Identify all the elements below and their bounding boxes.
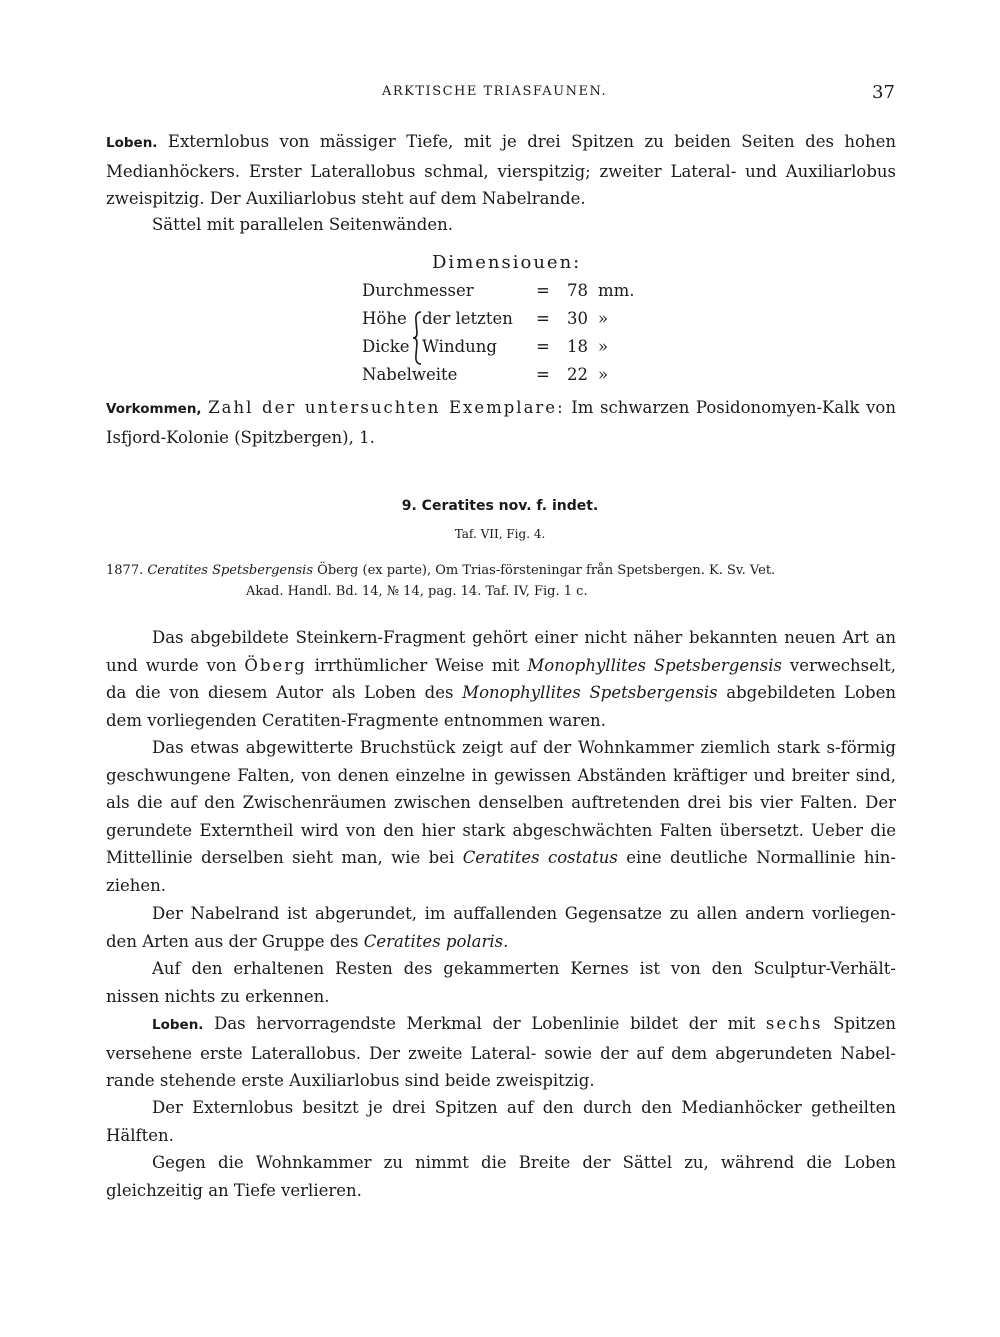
paragraph-4 <box>106 955 896 1010</box>
text-line: geschwungene Falten, von denen einzelne in gewissen Abständen kräftiger und breiter sind, <box>106 765 896 785</box>
dimensions-heading: Dimensiouen: <box>432 252 582 273</box>
loben-paragraph <box>106 128 896 213</box>
text-line: Das etwas abgewitterte Bruchstück zeigt auf der Wohnkammer ziemlich stark s-förmig <box>152 738 896 757</box>
author-name: Öberg <box>244 655 307 675</box>
dimension-qualifier: Windung <box>422 337 497 356</box>
loben-lead: Loben. <box>152 1017 204 1033</box>
saettel-line: Sättel mit parallelen Seitenwänden. <box>152 215 453 234</box>
paragraph-7 <box>106 1149 896 1204</box>
dimension-equals: = <box>536 337 550 356</box>
loben-line-1: Externlobus von mässiger Tiefe, mit je drei Spitzen zu beiden Seiten des hohen <box>167 132 896 151</box>
citation-rest: Öberg (ex parte), Om Trias-försteningar från Spetsbergen. K. Sv. Vet. <box>317 563 776 578</box>
text-line: verwechselt, <box>789 655 897 675</box>
taxon-name: Monophyllites Spetsbergensis <box>527 655 782 675</box>
text-line: Mittellinie derselben sieht man, wie bei <box>106 848 455 867</box>
vorkommen-text: Im schwarzen Posidonomyen-Kalk <box>571 398 860 417</box>
dimension-row <box>362 309 662 337</box>
dimension-value: 78 <box>567 281 588 300</box>
vorkommen-paragraph <box>106 394 896 451</box>
dimension-row <box>362 365 662 393</box>
text-line: als die auf den Zwischenräumen zwischen denselben auftretenden drei bis vier Falten. Der <box>106 793 896 812</box>
dimension-unit: » <box>598 309 609 328</box>
curly-brace-icon <box>412 311 424 365</box>
loben-line-2: Medianhöckers. Erster Laterallobus schmal, vierspitzig; zweiter Lateral- und Auxiliarlobus <box>106 161 896 181</box>
dimension-qualifier: der letzten <box>422 309 513 328</box>
text-line: versehene erste Laterallobus. Der zweite Lateral- sowie der auf dem abgerundeten Nabel- <box>106 1043 896 1063</box>
text-line: Hälften. <box>106 1125 174 1145</box>
vorkommen-lead: Vorkommen, <box>106 401 202 417</box>
text-line: nissen nichts zu erkennen. <box>106 986 330 1006</box>
dimension-value: 30 <box>567 309 588 328</box>
text-line: an und wurde von <box>106 628 897 675</box>
dimension-name: Durchmesser <box>362 281 474 300</box>
text-line: Auf den erhaltenen Resten des gekammerten Kernes ist von den Sculptur-Verhält- <box>152 959 896 978</box>
text-line: Der Externlobus besitzt je drei Spitzen auf den durch den Medianhöcker getheilten <box>152 1098 896 1117</box>
dimension-equals: = <box>536 365 550 384</box>
taxon-name: Monophyllites Spetsbergensis <box>462 683 718 702</box>
text-line: rande stehende erste Auxiliarlobus sind beide zweispitzig. <box>106 1071 595 1090</box>
dimension-value: 22 <box>567 365 588 384</box>
text-line: ziehen. <box>106 875 166 895</box>
text-line: Das hervorragendste Merkmal der Lobenlinie bildet der mit <box>214 1014 756 1033</box>
citation-line-2: Akad. Handl. Bd. 14, № 14, pag. 14. Taf. IV, Fig. 1 c. <box>246 584 588 599</box>
dimension-value: 18 <box>567 337 588 356</box>
loben-lead: Loben. <box>106 135 158 151</box>
text-line: gleichzeitig an Tiefe verlieren. <box>106 1180 362 1200</box>
dimension-unit: » <box>598 365 609 384</box>
loben-line-3: zweispitzig. Der Auxiliarlobus steht auf dem Nabelrande. <box>106 189 586 208</box>
text-line: den Arten aus der Gruppe des <box>106 931 359 951</box>
spaced-word: sechs <box>765 1014 823 1033</box>
paragraph-2 <box>106 734 896 899</box>
text-line: abgebildeten Loben <box>726 683 897 702</box>
dimensions-table <box>362 281 662 393</box>
text-line: Das abgebildete Steinkern-Fragment gehört einer nicht näher bekannten neuen Art <box>152 628 869 647</box>
dimension-unit: mm. <box>598 281 635 300</box>
text-line: eine deutliche Normallinie hin- <box>626 848 896 867</box>
dimension-equals: = <box>536 281 550 300</box>
dimension-row <box>362 337 662 365</box>
vorkommen-text-2: von Isfjord-Kolonie (Spitzbergen), 1. <box>106 398 896 447</box>
paragraph-6 <box>106 1094 896 1149</box>
vorkommen-spaced: Zahl der untersuchten Exemplare: <box>208 398 565 417</box>
citation-line-1 <box>106 563 775 578</box>
plate-reference: Taf. VII, Fig. 4. <box>454 527 546 541</box>
paragraph-3 <box>106 900 896 955</box>
citation-year: 1877. <box>106 563 144 578</box>
text-line: Spitzen <box>833 1014 897 1033</box>
text-line: gerundete Externtheil wird von den hier stark abgeschwächten Falten übersetzt. Ueber die <box>106 820 896 840</box>
dimension-equals: = <box>536 309 550 328</box>
taxon-name: Ceratites costatus <box>462 848 618 867</box>
taxon-name: Ceratites polaris. <box>363 931 509 951</box>
dimension-row <box>362 281 662 309</box>
text-line: Der Nabelrand ist abgerundet, im auffallenden Gegensatze zu allen andern vorliegen- <box>152 904 896 923</box>
section-title: 9. Ceratites nov. f. indet. <box>401 498 599 514</box>
text-line: Gegen die Wohnkammer zu nimmt die Breite der Sättel zu, während die Loben <box>152 1153 896 1172</box>
text-line: da die von diesem Autor als Loben des <box>106 683 454 702</box>
dimension-name: Höhe <box>362 309 407 328</box>
page-number: 37 <box>872 82 895 103</box>
running-header: ARKTISCHE TRIASFAUNEN. <box>382 84 608 99</box>
text-line: dem vorliegenden Ceratiten-Fragmente entnommen waren. <box>106 710 606 730</box>
citation-taxon: Ceratites Spetsbergensis <box>147 563 314 578</box>
dimension-unit: » <box>598 337 609 356</box>
dimension-name: Nabelweite <box>362 365 458 384</box>
dimension-name: Dicke <box>362 337 410 356</box>
paragraph-1 <box>106 624 896 734</box>
text-line: irrthümlicher Weise mit <box>314 655 520 675</box>
paragraph-5 <box>106 1010 896 1095</box>
